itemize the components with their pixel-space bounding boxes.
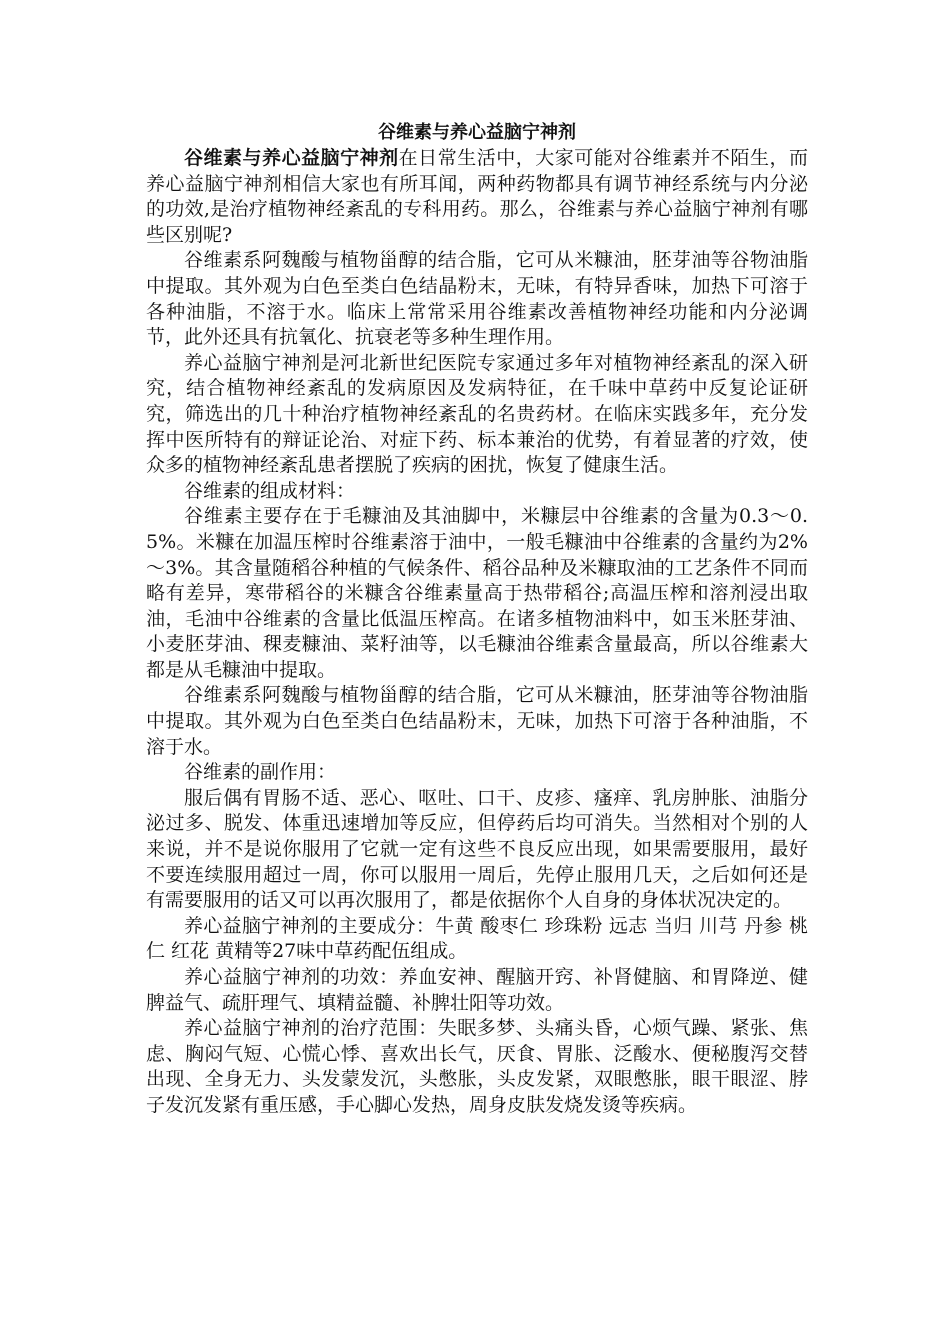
paragraph-efficacy: 养心益脑宁神剂的功效：养血安神、醒脑开窍、补肾健脑、和胃降逆、健脾益气、疏肝理气、填精益髓、补脾壮阳等功效。 xyxy=(146,966,808,1014)
paragraph-treatment-scope: 养心益脑宁神剂的治疗范围：失眠多梦、头痛头昏，心烦气躁、紧张、焦虑、胸闷气短、心慌心悸、喜欢出长气，厌食、胃胀、泛酸水、便秘腹泻交替出现、全身无力、头发蒙发沉，头憋胀，头皮发紧，双眼憋胀，眼干眼涩、脖子发沉发紧有重压感，手心脚心发热，周身皮肤发烧发烫等疾病。 xyxy=(146,1017,808,1116)
intro-text: 在日常生活中，大家可能对谷维素并不陌生，而养心益脑宁神剂相信大家也有所耳闻，两种药物都具有调节神经系统与内分泌的功效,是治疗植物神经紊乱的专科用药。那么，谷维素与养心益脑宁神剂有哪些区别呢? xyxy=(146,147,808,246)
paragraph-ningshen-intro: 养心益脑宁神剂是河北新世纪医院专家通过多年对植物神经紊乱的深入研究，结合植物神经紊乱的发病原因及发病特征，在千味中草药中反复论证研究，筛选出的几十种治疗植物神经紊乱的名贵药材。在临床实践多年，充分发挥中医所特有的辩证论治、对症下药、标本兼治的优势，有着显著的疗效，使众多的植物神经紊乱患者摆脱了疾病的困扰，恢复了健康生活。 xyxy=(146,351,808,477)
heading-composition: 谷维素的组成材料： xyxy=(184,479,356,502)
document-title: 谷维素与养心益脑宁神剂 xyxy=(378,122,576,143)
paragraph-side-effects: 服后偶有胃肠不适、恶心、呕吐、口干、皮疹、瘙痒、乳房肿胀、油脂分泌过多、脱发、体重迅速增加等反应，但停药后均可消失。当然相对个别的人来说，并不是说你服用了它就一定有这些不良反应出现，如果需要服用，最好不要连续服用超过一周，你可以服用一周后，先停止服用几天，之后如何还是有需要服用的话又可以再次服用了，都是依据你个人自身的身体状况决定的。 xyxy=(146,786,808,912)
paragraph-oryzanol-source: 谷维素系阿魏酸与植物甾醇的结合脂，它可从米糠油，胚芽油等谷物油脂中提取。其外观为白色至类白色结晶粉末，无味，有特异香味，加热下可溶于各种油脂，不溶于水。临床上常常采用谷维素改善植物神经功能和内分泌调节，此外还具有抗氧化、抗衰老等多种生理作用。 xyxy=(146,249,808,349)
heading-side-effects: 谷维素的副作用： xyxy=(184,761,337,784)
intro-paragraph xyxy=(146,146,808,248)
paragraph-ingredients: 养心益脑宁神剂的主要成分：牛黄 酸枣仁 珍珠粉 远志 当归 川芎 丹参 桃仁 红花 黄精等27味中草药配伍组成。 xyxy=(146,914,808,963)
document-body xyxy=(146,120,808,1119)
paragraph-oryzanol-properties: 谷维素系阿魏酸与植物甾醇的结合脂，它可从米糠油，胚芽油等谷物油脂中提取。其外观为白色至类白色结晶粉末，无味，加热下可溶于各种油脂，不溶于水。 xyxy=(146,684,808,758)
intro-lead: 谷维素与养心益脑宁神剂 xyxy=(184,147,399,169)
paragraph-composition: 谷维素主要存在于毛糠油及其油脚中，米糠层中谷维素的含量为0.3～0.5%。米糠在加温压榨时谷维素溶于油中，一般毛糠油中谷维素的含量约为2%～3%。其含量随稻谷种植的气候条件、稻谷品种及米糠取油的工艺条件不同而略有差异，寒带稻谷的米糠含谷维素量高于热带稻谷;高温压榨和溶剂浸出取油，毛油中谷维素的含量比低温压榨高。在诸多植物油料中，如玉米胚芽油、小麦胚芽油、稞麦糠油、菜籽油等，以毛糠油谷维素含量最高，所以谷维素大都是从毛糠油中提取。 xyxy=(146,505,808,681)
